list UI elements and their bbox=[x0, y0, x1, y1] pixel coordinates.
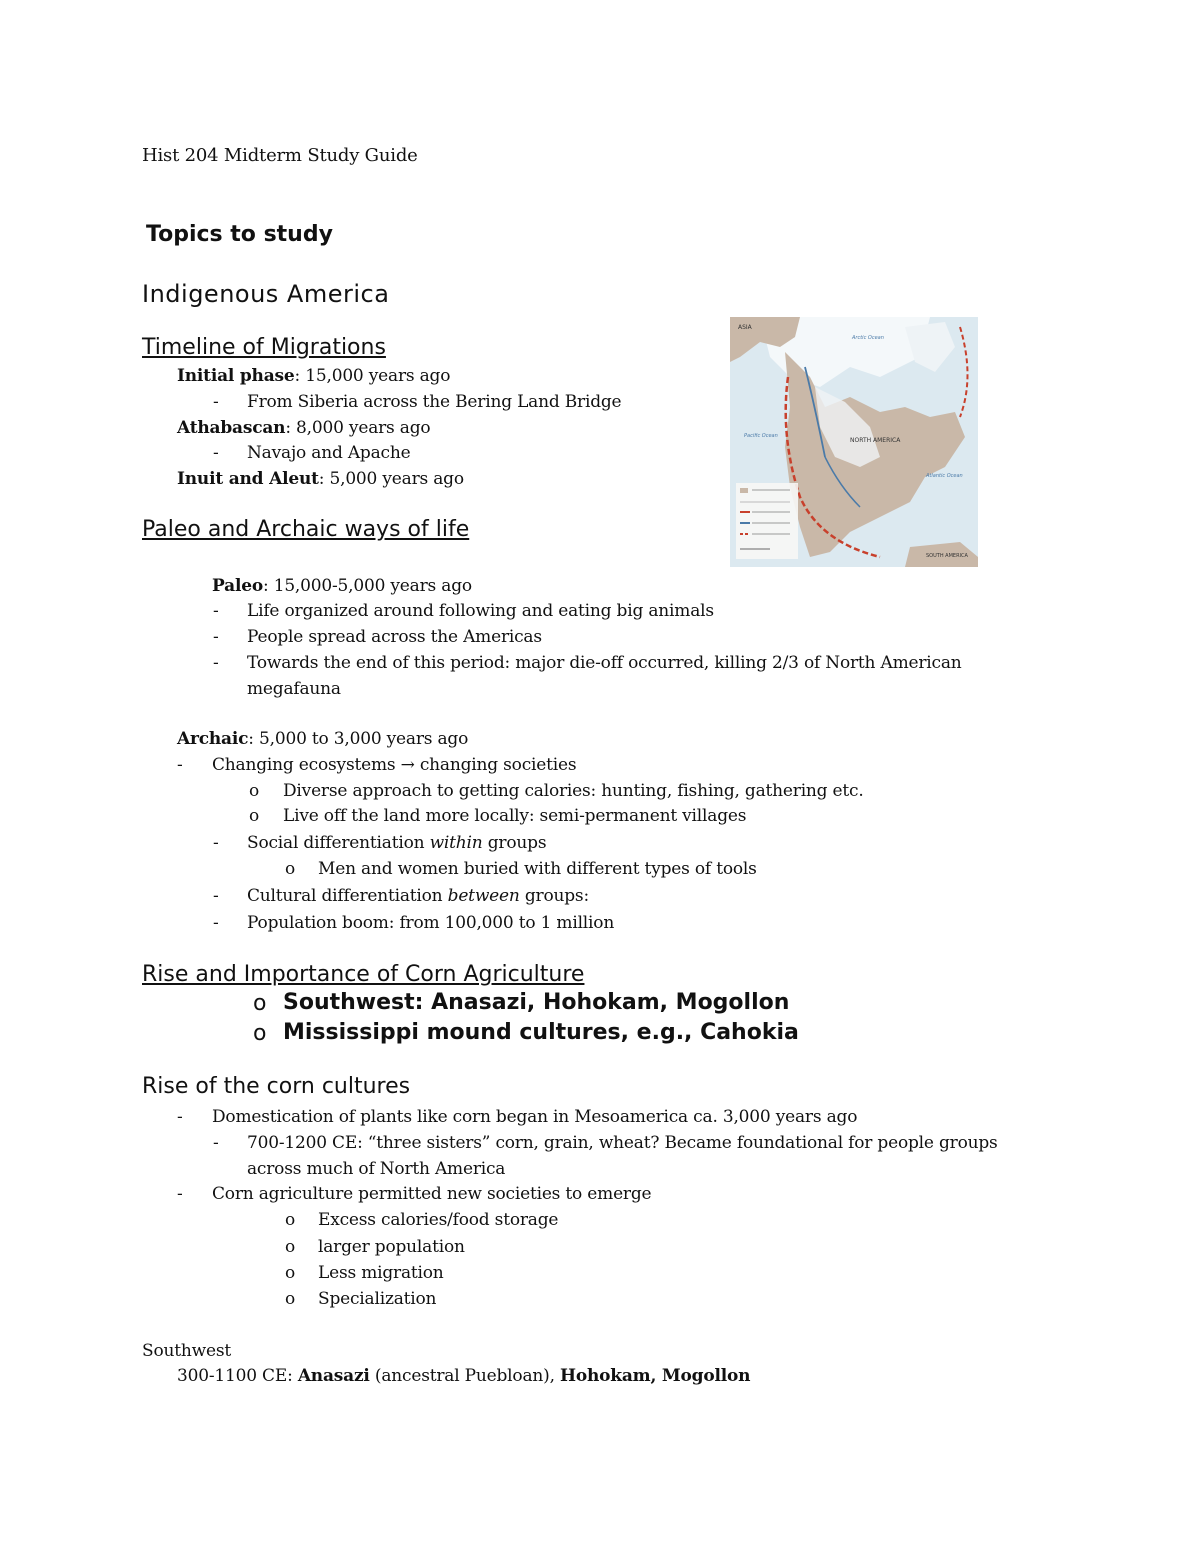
circle-bullet: o bbox=[285, 1263, 296, 1283]
southwest-heading: Southwest bbox=[142, 1341, 231, 1361]
southwest-hohokam: Hohokam bbox=[559, 1366, 651, 1386]
archaic-item bbox=[247, 833, 546, 853]
map-label-arctic: Arctic Ocean bbox=[852, 335, 884, 341]
athabascan-label: Athabascan bbox=[177, 418, 286, 438]
initial-phase-sub: From Siberia across the Bering Land Bridge bbox=[247, 392, 622, 412]
dash-bullet: - bbox=[213, 653, 219, 673]
initial-phase-label: Initial phase bbox=[177, 366, 295, 386]
archaic-item2-a: Social differentiation bbox=[247, 833, 430, 853]
archaic-subitem: Diverse approach to getting calories: hunting, fishing, gathering etc. bbox=[283, 781, 864, 801]
archaic-item bbox=[247, 886, 589, 906]
document-title: Hist 204 Midterm Study Guide bbox=[142, 145, 418, 166]
dash-bullet: - bbox=[213, 601, 219, 621]
circle-bullet: o bbox=[253, 991, 267, 1016]
map-label-north-america: NORTH AMERICA bbox=[850, 437, 901, 444]
corn-cultures-subitem-continued: across much of North America bbox=[247, 1159, 506, 1179]
dash-bullet: - bbox=[177, 1107, 183, 1127]
initial-phase-text: : 15,000 years ago bbox=[294, 366, 451, 386]
migrations-heading: Timeline of Migrations bbox=[142, 335, 386, 360]
circle-bullet: o bbox=[285, 1289, 296, 1309]
archaic-item2-emphasis: within bbox=[429, 833, 483, 853]
archaic-item: Population boom: from 100,000 to 1 million bbox=[247, 913, 615, 933]
archaic-subitem: Men and women buried with different types of tools bbox=[318, 859, 757, 879]
southwest-mogollon: Mogollon bbox=[661, 1366, 751, 1386]
dash-bullet: - bbox=[213, 1133, 219, 1153]
dash-bullet: - bbox=[213, 443, 219, 463]
initial-phase-line bbox=[177, 366, 450, 386]
circle-bullet: o bbox=[249, 781, 260, 801]
corn-cultures-subitem: Specialization bbox=[318, 1289, 437, 1309]
corn-cultures-item: Corn agriculture permitted new societies to emerge bbox=[212, 1184, 652, 1204]
southwest-dates: 300-1100 CE: bbox=[177, 1366, 298, 1386]
athabascan-line bbox=[177, 418, 430, 438]
corn-cultures-subitem: 700-1200 CE: “three sisters” corn, grain, wheat? Became foundational for people groups bbox=[247, 1133, 998, 1153]
southwest-anasazi: Anasazi bbox=[297, 1366, 370, 1386]
paleo-item: Life organized around following and eating big animals bbox=[247, 601, 714, 621]
migration-map bbox=[730, 317, 978, 567]
map-label-pacific: Pacific Ocean bbox=[744, 433, 778, 439]
dash-bullet: - bbox=[213, 913, 219, 933]
archaic-item: Changing ecosystems → changing societies bbox=[212, 755, 577, 775]
archaic-item3-c: groups: bbox=[519, 886, 589, 906]
southwest-separator: , bbox=[650, 1366, 662, 1386]
circle-bullet: o bbox=[285, 1237, 296, 1257]
corn-agriculture-item: Mississippi mound cultures, e.g., Cahokia bbox=[283, 1020, 799, 1045]
archaic-item2-c: groups bbox=[482, 833, 547, 853]
paleo-item-continued: megafauna bbox=[247, 679, 341, 699]
paleo-item: People spread across the Americas bbox=[247, 627, 542, 647]
paleo-archaic-heading: Paleo and Archaic ways of life bbox=[142, 517, 470, 542]
archaic-line bbox=[177, 729, 468, 749]
inuit-line bbox=[177, 469, 464, 489]
inuit-text: : 5,000 years ago bbox=[318, 469, 464, 489]
corn-agriculture-heading: Rise and Importance of Corn Agriculture bbox=[142, 962, 585, 987]
map-label-south-america: SOUTH AMERICA bbox=[926, 553, 968, 559]
section-title: Indigenous America bbox=[142, 280, 390, 308]
southwest-line bbox=[177, 1366, 750, 1386]
corn-cultures-item: Domestication of plants like corn began in Mesoamerica ca. 3,000 years ago bbox=[212, 1107, 858, 1127]
dash-bullet: - bbox=[177, 1184, 183, 1204]
dash-bullet: - bbox=[213, 886, 219, 906]
map-label-asia: ASIA bbox=[738, 324, 752, 331]
dash-bullet: - bbox=[213, 392, 219, 412]
map-label-atlantic: Atlantic Ocean bbox=[926, 473, 963, 479]
corn-cultures-heading: Rise of the corn cultures bbox=[142, 1074, 411, 1099]
migration-map-image bbox=[730, 317, 978, 567]
dash-bullet: - bbox=[177, 755, 183, 775]
topics-heading: Topics to study bbox=[146, 222, 333, 247]
archaic-item3-emphasis: between bbox=[447, 886, 520, 906]
paleo-text: : 15,000-5,000 years ago bbox=[262, 576, 472, 596]
corn-cultures-subitem: Less migration bbox=[318, 1263, 444, 1283]
athabascan-sub: Navajo and Apache bbox=[247, 443, 411, 463]
archaic-subitem: Live off the land more locally: semi-permanent villages bbox=[283, 806, 747, 826]
dash-bullet: - bbox=[213, 833, 219, 853]
paleo-line bbox=[212, 576, 472, 596]
southwest-anasazi-note: (ancestral Puebloan), bbox=[369, 1366, 560, 1386]
map-legend bbox=[736, 483, 798, 559]
archaic-item3-a: Cultural differentiation bbox=[247, 886, 448, 906]
paleo-item: Towards the end of this period: major die-off occurred, killing 2/3 of North American bbox=[247, 653, 962, 673]
corn-cultures-subitem: larger population bbox=[318, 1237, 465, 1257]
map-legend-swatch bbox=[740, 488, 748, 493]
paleo-label: Paleo bbox=[212, 576, 263, 596]
circle-bullet: o bbox=[285, 859, 296, 879]
circle-bullet: o bbox=[285, 1210, 296, 1230]
archaic-text: : 5,000 to 3,000 years ago bbox=[248, 729, 469, 749]
archaic-label: Archaic bbox=[177, 729, 249, 749]
corn-cultures-subitem: Excess calories/food storage bbox=[318, 1210, 559, 1230]
dash-bullet: - bbox=[213, 627, 219, 647]
circle-bullet: o bbox=[253, 1021, 267, 1046]
inuit-label: Inuit and Aleut bbox=[177, 469, 319, 489]
athabascan-text: : 8,000 years ago bbox=[285, 418, 431, 438]
corn-agriculture-item: Southwest: Anasazi, Hohokam, Mogollon bbox=[283, 990, 790, 1015]
circle-bullet: o bbox=[249, 806, 260, 826]
